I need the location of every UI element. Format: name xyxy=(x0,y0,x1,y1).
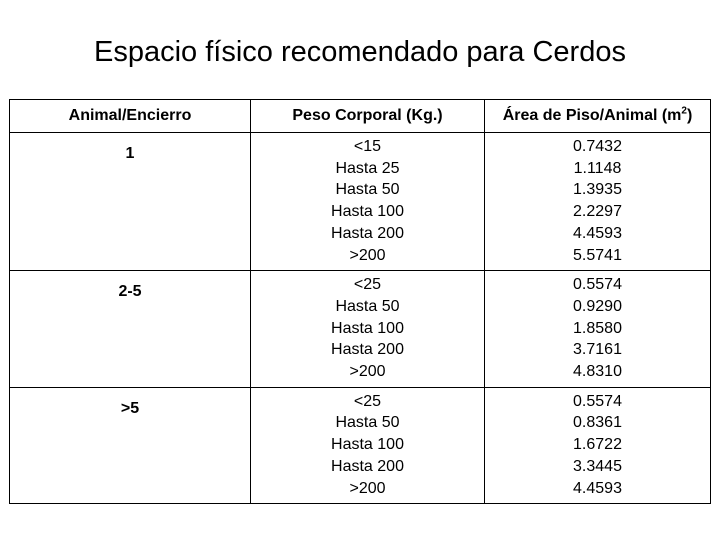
table-header-row xyxy=(10,100,711,133)
cell-peso xyxy=(251,133,485,271)
area-value: 0.9290 xyxy=(573,297,622,315)
header-peso: Peso Corporal (Kg.) xyxy=(251,100,485,133)
peso-value: <15 xyxy=(353,138,382,155)
peso-value: Hasta 100 xyxy=(331,319,404,337)
peso-value: Hasta 200 xyxy=(331,457,404,475)
peso-value: <25 xyxy=(353,392,382,410)
peso-value: Hasta 50 xyxy=(335,297,400,315)
area-value: 1.6722 xyxy=(573,436,622,454)
table-row xyxy=(10,387,711,504)
peso-value: Hasta 200 xyxy=(331,224,404,242)
cell-peso xyxy=(251,387,485,504)
area-value: 0.5574 xyxy=(573,276,622,294)
space-table xyxy=(9,99,711,504)
peso-value: Hasta 50 xyxy=(335,414,400,432)
peso-value: >200 xyxy=(349,246,386,264)
page-title: Espacio físico recomendado para Cerdos xyxy=(94,36,626,68)
peso-value: Hasta 25 xyxy=(335,159,400,177)
area-value: 1.3935 xyxy=(573,181,622,199)
area-value: 4.4593 xyxy=(573,224,622,242)
area-value: 3.3445 xyxy=(573,457,622,475)
table-row xyxy=(10,271,711,388)
area-value: 3.7161 xyxy=(573,341,622,359)
cell-peso xyxy=(251,271,485,388)
cell-area xyxy=(485,271,711,388)
area-value: 0.5574 xyxy=(573,392,622,410)
peso-value: Hasta 100 xyxy=(331,203,404,221)
cell-area xyxy=(485,133,711,271)
area-value: 1.8580 xyxy=(573,319,622,337)
area-value: 4.8310 xyxy=(573,363,622,381)
header-area-superscript: 2 xyxy=(681,105,687,117)
cell-animal: 2-5 xyxy=(10,271,251,388)
peso-value: >200 xyxy=(349,479,386,497)
cell-area xyxy=(485,387,711,504)
peso-value: Hasta 200 xyxy=(331,341,404,359)
cell-animal: 1 xyxy=(10,133,251,271)
area-value: 4.4593 xyxy=(573,479,622,497)
header-animal: Animal/Encierro xyxy=(10,100,251,133)
header-area-text: Área de Piso/Animal (m xyxy=(502,107,682,125)
area-value: 2.2297 xyxy=(573,203,622,221)
peso-value: <25 xyxy=(353,276,382,294)
header-area-close: ) xyxy=(686,107,693,125)
cell-animal: >5 xyxy=(10,387,251,504)
peso-value: >200 xyxy=(349,363,386,381)
area-value: 5.5741 xyxy=(573,246,622,264)
table-row xyxy=(10,133,711,271)
peso-value: Hasta 100 xyxy=(331,436,404,454)
area-value: 1.1148 xyxy=(573,159,622,177)
peso-value: Hasta 50 xyxy=(335,181,400,199)
header-area xyxy=(485,100,711,133)
area-value: 0.8361 xyxy=(573,414,622,432)
area-value: 0.7432 xyxy=(573,138,622,155)
